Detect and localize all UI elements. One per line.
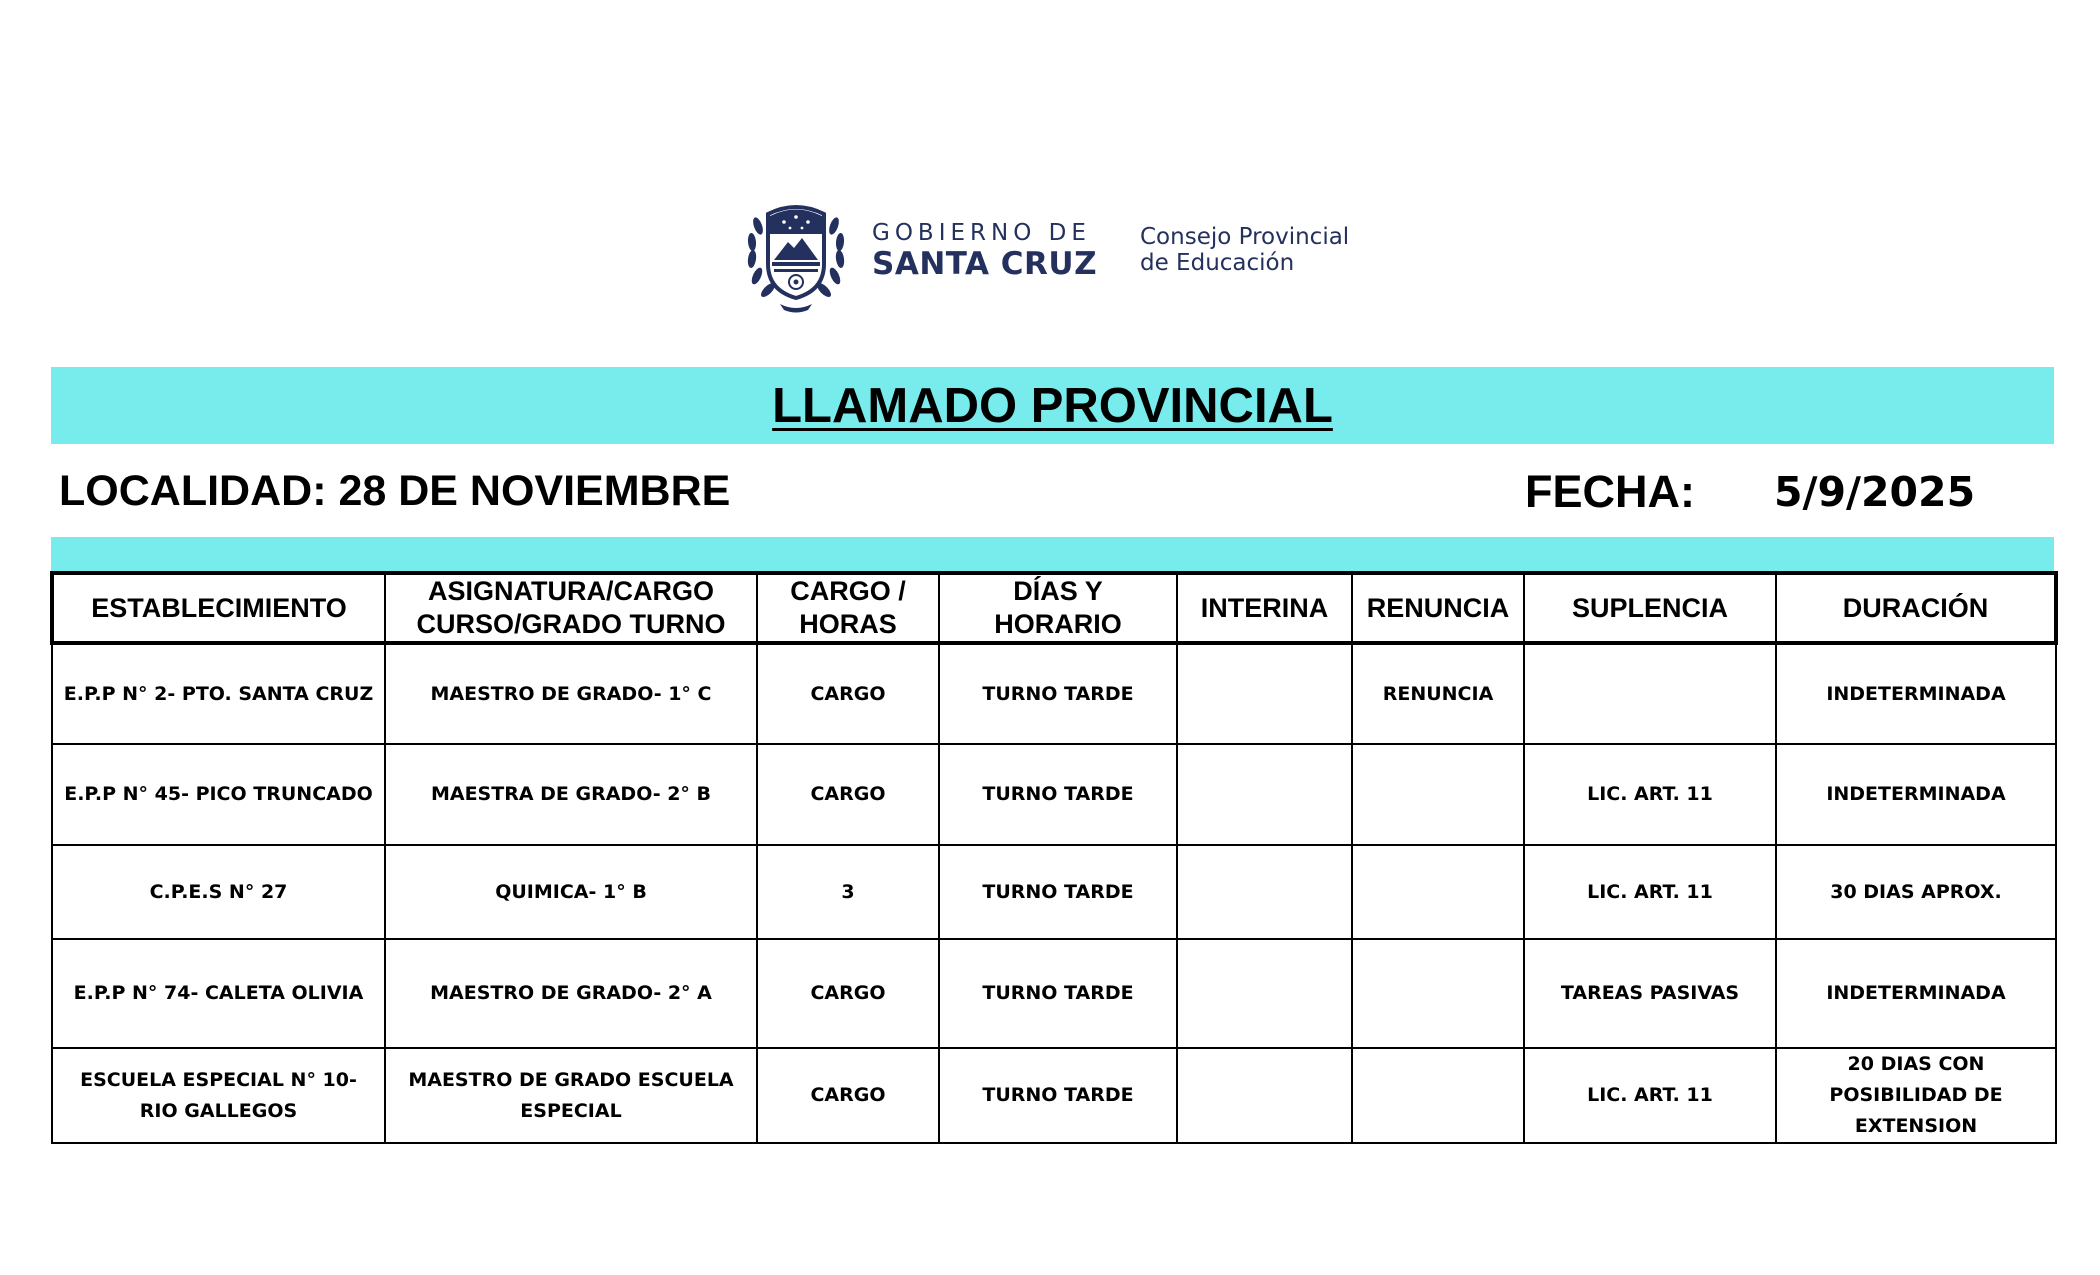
cell-establecimiento: C.P.E.S N° 27 (52, 845, 385, 939)
cell-establecimiento: ESCUELA ESPECIAL N° 10- RIO GALLEGOS (52, 1048, 385, 1143)
cell-duracion: INDETERMINADA (1776, 939, 2056, 1048)
table-row (52, 643, 2056, 744)
fecha-value: 5/9/2025 (1774, 468, 1976, 516)
table-row (52, 744, 2056, 845)
cell-suplencia: LIC. ART. 11 (1524, 845, 1776, 939)
cell-asignatura: MAESTRO DE GRADO- 2° A (385, 939, 757, 1048)
cell-asignatura: MAESTRA DE GRADO- 2° B (385, 744, 757, 845)
cell-interina (1177, 1048, 1352, 1143)
column-header-cargo-horas: CARGO / HORAS (757, 573, 939, 643)
council-line-1: Consejo Provincial (1140, 224, 1350, 250)
cell-suplencia: LIC. ART. 11 (1524, 744, 1776, 845)
column-header-interina: INTERINA (1177, 573, 1352, 643)
column-header-suplencia: SUPLENCIA (1524, 573, 1776, 643)
cell-duracion: 30 DIAS APROX. (1776, 845, 2056, 939)
government-line-1: GOBIERNO DE (872, 220, 1091, 246)
vacancy-table (50, 571, 2058, 1144)
cell-establecimiento: E.P.P N° 45- PICO TRUNCADO (52, 744, 385, 845)
cell-asignatura: MAESTRO DE GRADO- 1° C (385, 643, 757, 744)
column-header-asignatura: ASIGNATURA/CARGO CURSO/GRADO TURNO (385, 573, 757, 643)
header-logo (744, 186, 1364, 316)
cell-cargo-horas: CARGO (757, 643, 939, 744)
cell-establecimiento: E.P.P N° 74- CALETA OLIVIA (52, 939, 385, 1048)
table-row (52, 845, 2056, 939)
cell-suplencia: TAREAS PASIVAS (1524, 939, 1776, 1048)
government-line-2: SANTA CRUZ (872, 246, 1098, 282)
cell-dias-horario: TURNO TARDE (939, 643, 1177, 744)
table-header-row (52, 573, 2056, 643)
cell-renuncia (1352, 939, 1524, 1048)
cell-duracion: 20 DIAS CON POSIBILIDAD DE EXTENSION (1776, 1048, 2056, 1143)
cell-duracion: INDETERMINADA (1776, 643, 2056, 744)
title-band (51, 367, 2054, 444)
cell-dias-horario: TURNO TARDE (939, 744, 1177, 845)
cell-asignatura: QUIMICA- 1° B (385, 845, 757, 939)
column-header-renuncia: RENUNCIA (1352, 573, 1524, 643)
cell-renuncia: RENUNCIA (1352, 643, 1524, 744)
council-line-2: de Educación (1140, 250, 1295, 276)
cell-renuncia (1352, 1048, 1524, 1143)
cell-cargo-horas: CARGO (757, 939, 939, 1048)
cell-suplencia: LIC. ART. 11 (1524, 1048, 1776, 1143)
column-header-establecimiento: ESTABLECIMIENTO (52, 573, 385, 643)
table-row (52, 1048, 2056, 1143)
cell-duracion: INDETERMINADA (1776, 744, 2056, 845)
cell-interina (1177, 939, 1352, 1048)
cell-cargo-horas: CARGO (757, 1048, 939, 1143)
page-title: LLAMADO PROVINCIAL (772, 378, 1333, 433)
cell-cargo-horas: CARGO (757, 744, 939, 845)
cell-dias-horario: TURNO TARDE (939, 1048, 1177, 1143)
council-name (1140, 224, 1349, 276)
government-name (872, 220, 1097, 282)
cell-renuncia (1352, 744, 1524, 845)
cell-interina (1177, 845, 1352, 939)
column-header-duracion: DURACIÓN (1776, 573, 2056, 643)
localidad-label: LOCALIDAD: 28 DE NOVIEMBRE (59, 467, 731, 515)
cell-establecimiento: E.P.P N° 2- PTO. SANTA CRUZ (52, 643, 385, 744)
cell-renuncia (1352, 845, 1524, 939)
cell-interina (1177, 744, 1352, 845)
separator-band (51, 537, 2054, 572)
fecha-label: FECHA: (1525, 466, 1695, 517)
table-row (52, 939, 2056, 1048)
cell-interina (1177, 643, 1352, 744)
provincial-seal-icon (744, 186, 848, 316)
column-header-dias-horario: DÍAS Y HORARIO (939, 573, 1177, 643)
cell-asignatura: MAESTRO DE GRADO ESCUELA ESPECIAL (385, 1048, 757, 1143)
cell-dias-horario: TURNO TARDE (939, 939, 1177, 1048)
cell-suplencia (1524, 643, 1776, 744)
cell-dias-horario: TURNO TARDE (939, 845, 1177, 939)
cell-cargo-horas: 3 (757, 845, 939, 939)
